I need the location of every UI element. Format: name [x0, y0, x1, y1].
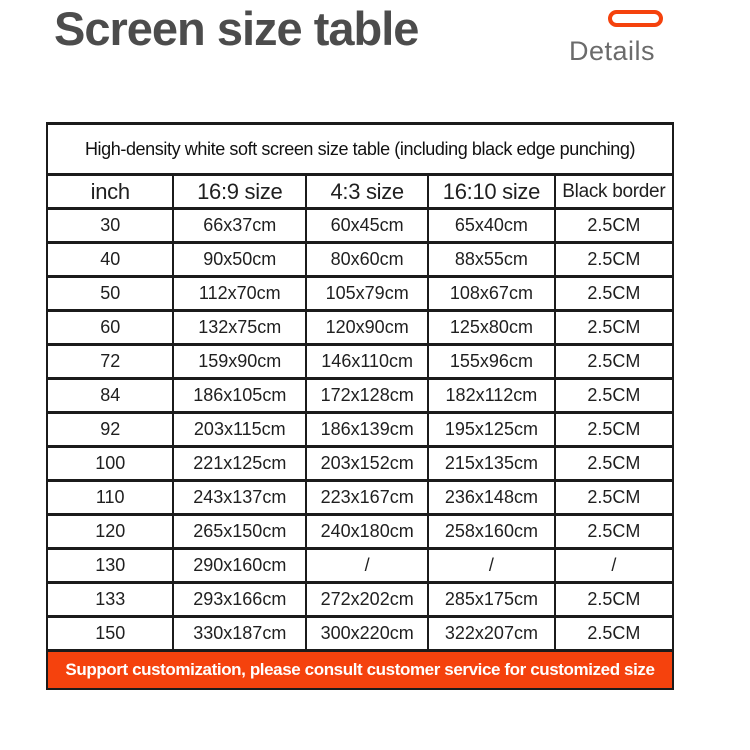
table-caption-row [47, 124, 673, 175]
table-cell: 72 [47, 345, 173, 379]
table-cell: 92 [47, 413, 173, 447]
table-cell: 265x150cm [173, 515, 306, 549]
table-row [47, 311, 673, 345]
page-title: Screen size table [54, 2, 419, 55]
table-row [47, 413, 673, 447]
table-row [47, 243, 673, 277]
table-row [47, 481, 673, 515]
table-cell: 272x202cm [306, 583, 428, 617]
table-cell: / [555, 549, 673, 583]
details-widget[interactable] [556, 10, 668, 67]
column-header-16-9-size: 16:9 size [173, 175, 306, 209]
table-cell: 105x79cm [306, 277, 428, 311]
customization-banner: Support customization, please consult customer service for customized size [46, 652, 674, 690]
details-pill-icon [608, 10, 663, 27]
table-cell: 182x112cm [428, 379, 554, 413]
table-cell: 2.5CM [555, 447, 673, 481]
table-row [47, 515, 673, 549]
table-cell: 2.5CM [555, 617, 673, 651]
table-cell: 155x96cm [428, 345, 554, 379]
table-cell: 65x40cm [428, 209, 554, 243]
table-cell: 186x139cm [306, 413, 428, 447]
table-cell: 223x167cm [306, 481, 428, 515]
table-cell: 100 [47, 447, 173, 481]
details-label: Details [568, 36, 656, 66]
table-cell: 120 [47, 515, 173, 549]
table-cell: 125x80cm [428, 311, 554, 345]
table-cell: 186x105cm [173, 379, 306, 413]
table-cell: 2.5CM [555, 515, 673, 549]
table-row [47, 209, 673, 243]
table-cell: / [428, 549, 554, 583]
column-header-16-10-size: 16:10 size [428, 175, 554, 209]
table-cell: 2.5CM [555, 481, 673, 515]
table-cell: 215x135cm [428, 447, 554, 481]
table-cell: 322x207cm [428, 617, 554, 651]
table-cell: 146x110cm [306, 345, 428, 379]
table-cell: 120x90cm [306, 311, 428, 345]
table-row [47, 379, 673, 413]
table-cell: 290x160cm [173, 549, 306, 583]
table-cell: 2.5CM [555, 413, 673, 447]
table-cell: 2.5CM [555, 379, 673, 413]
size-table [46, 122, 674, 652]
table-cell: 300x220cm [306, 617, 428, 651]
table-cell: 203x152cm [306, 447, 428, 481]
table-row [47, 583, 673, 617]
table-cell: 2.5CM [555, 277, 673, 311]
table-cell: 84 [47, 379, 173, 413]
table-cell: 60x45cm [306, 209, 428, 243]
table-cell: 88x55cm [428, 243, 554, 277]
column-header-inch: inch [47, 175, 173, 209]
table-cell: 293x166cm [173, 583, 306, 617]
table-cell: 90x50cm [173, 243, 306, 277]
table-cell: 66x37cm [173, 209, 306, 243]
table-cell: 240x180cm [306, 515, 428, 549]
table-cell: 80x60cm [306, 243, 428, 277]
table-cell: 195x125cm [428, 413, 554, 447]
table-cell: 110 [47, 481, 173, 515]
table-cell: 2.5CM [555, 583, 673, 617]
table-cell: 243x137cm [173, 481, 306, 515]
table-cell: 40 [47, 243, 173, 277]
size-table-wrap [46, 122, 674, 690]
table-row [47, 617, 673, 651]
table-cell: 112x70cm [173, 277, 306, 311]
table-cell: 172x128cm [306, 379, 428, 413]
table-cell: 60 [47, 311, 173, 345]
table-row [47, 345, 673, 379]
table-cell: / [306, 549, 428, 583]
column-header-black-border: Black border [555, 175, 673, 209]
table-caption: High-density white soft screen size table (including black edge punching) [47, 124, 673, 175]
table-cell: 236x148cm [428, 481, 554, 515]
table-row [47, 549, 673, 583]
table-cell: 330x187cm [173, 617, 306, 651]
table-cell: 159x90cm [173, 345, 306, 379]
table-cell: 30 [47, 209, 173, 243]
table-cell: 132x75cm [173, 311, 306, 345]
table-cell: 108x67cm [428, 277, 554, 311]
table-row [47, 277, 673, 311]
table-cell: 130 [47, 549, 173, 583]
table-cell: 258x160cm [428, 515, 554, 549]
table-cell: 133 [47, 583, 173, 617]
table-cell: 2.5CM [555, 311, 673, 345]
table-cell: 221x125cm [173, 447, 306, 481]
table-header-row [47, 175, 673, 209]
table-cell: 50 [47, 277, 173, 311]
table-body [47, 209, 673, 651]
column-header-4-3-size: 4:3 size [306, 175, 428, 209]
table-cell: 203x115cm [173, 413, 306, 447]
table-cell: 285x175cm [428, 583, 554, 617]
table-row [47, 447, 673, 481]
table-cell: 2.5CM [555, 345, 673, 379]
table-cell: 150 [47, 617, 173, 651]
table-cell: 2.5CM [555, 243, 673, 277]
table-cell: 2.5CM [555, 209, 673, 243]
